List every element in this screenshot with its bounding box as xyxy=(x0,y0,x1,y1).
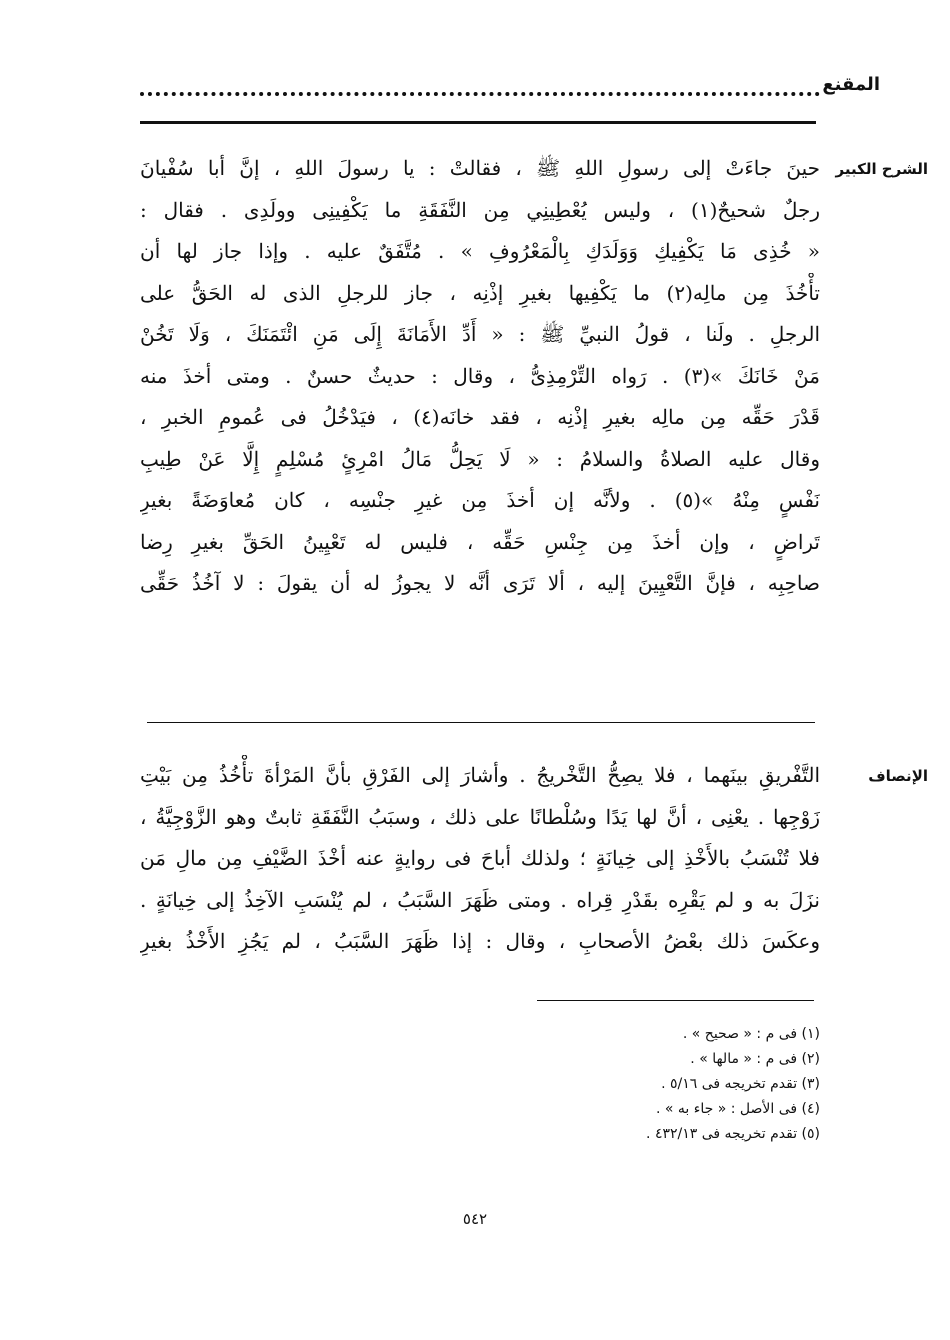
footnote: (٣) تقدم تخريجه فى ٥/١٦ . xyxy=(661,1076,820,1092)
side-label-insaf: الإنصاف xyxy=(868,767,928,785)
insaf-text-block xyxy=(140,755,820,963)
header-rule xyxy=(140,121,816,124)
text-line: فلا تُنْسَبُ بالأَخْذِ إلى خِيانَةٍ ؛ ولذلك أباحَ فى روايةٍ عنه أخْذَ الضَّيْفِ مِن مالِ مَن xyxy=(140,846,820,870)
footnotes xyxy=(420,1022,820,1147)
footnote: (١) فى م : « صحيح » . xyxy=(682,1026,820,1042)
footnote: (٢) فى م : « مالها » . xyxy=(690,1051,820,1067)
book-title: المقنع xyxy=(822,74,880,95)
text-line: وعكَسَ ذلك بعْضُ الأصحابِ ، وقال : إذا ظَهَرَ السَّبَبُ ، لم يَجُزِ الأَخْذُ بغيرِ xyxy=(140,929,820,953)
text-line: نزَلَ به و لم يَقْرِه بقَدْرِ قِراه . ومتى ظَهَرَ السَّبَبُ ، لم يُنْسَبِ الآخِذُ إلى خِيانَةٍ . xyxy=(140,887,820,912)
text-line: الرجلِ . ولَنا ، قولُ النبيِّ ﷺ : « أَدِّ الأَمَانَةَ إِلَى مَنِ ائْتَمَنَكَ ، وَلَا تَخُنْ xyxy=(140,322,820,346)
side-label-sharh-kabir: الشرح الكبير xyxy=(835,160,928,178)
text-line: حينَ جاءَتْ إلى رسولِ اللهِ ﷺ ، فقالتْ : يا رسولَ اللهِ ، إنَّ أبا سُفْيانَ xyxy=(140,156,820,180)
text-line: نَفْسٍ مِنْهُ »(٥) . ولأنَّه إن أخذَ مِن غيرِ جنْسِه ، كان مُعاوَضَةً بغيرِ xyxy=(140,488,820,512)
main-text-block xyxy=(140,148,820,605)
text-line: التَّفْريقِ بينَهما ، فلا يصِحُّ التَّخْريجُ . وأشارَ إلى الفَرْقِ بأنَّ المَرْأةَ تأْخُذُ مِن بَيْتِ xyxy=(140,763,820,787)
text-line: تَراضٍ ، وإن أخذَ مِن جِنْسِ حَقِّه ، فليس له تَعْيِينُ الحَقِّ بغيرِ رِضا xyxy=(140,529,820,554)
footnote: (٤) فى الأصل : « جاء به » . xyxy=(656,1101,820,1117)
footnote-divider xyxy=(537,1000,814,1001)
text-line: رجلٌ شحيحٌ(١) ، وليس يُعْطِينِي مِن النَّفَقَةِ ما يَكْفِينِى وولَدِى . فقال : xyxy=(140,197,820,222)
header-dotted-line xyxy=(140,92,820,96)
section-divider xyxy=(147,722,815,723)
text-line: زَوْجِها . يعْنِى ، أنَّ لها يَدًا وسُلْطانًا على ذلك ، وسبَبُ النَّفَقَةِ ثابتٌ وهو الزَّوْجِيَّةُ ، xyxy=(140,804,820,829)
text-line: صاحِبِه ، فإنَّ التَّعْيِينَ إليه ، ألا تَرَى أنَّه لا يجوزُ له أن يقولَ : لا آخُذُ حَقِّى xyxy=(140,571,820,595)
footnote: (٥) تقدم تخريجه فى ٤٣٢/١٣ . xyxy=(646,1126,820,1142)
text-line: مَنْ خَانَكَ »(٣) . رَواه التِّرْمِذِىُّ ، وقال : حديثٌ حسنٌ . ومتى أخذَ منه xyxy=(140,363,820,388)
page-number: ٥٤٢ xyxy=(462,1210,488,1228)
text-line: تأْخُذَ مِن مالِه(٢) ما يَكْفِيها بغيرِ إذْنِه ، جاز للرجلِ الذى له الحَقُّ على xyxy=(140,280,820,305)
text-line: قَدْرَ حَقِّه مِن مالِه بغيرِ إذْنِه ، فقد خانَه(٤) ، فيَدْخُلُ فى عُمومِ الخبرِ ، xyxy=(140,405,820,429)
text-line: « خُذِى مَا يَكْفِيكِ وَوَلَدَكِ بِالْمَعْرُوفِ » . مُتَّفَقٌ عليه . وإذا جاز لها أن xyxy=(140,239,820,263)
page-header xyxy=(140,72,880,112)
text-line: وقال عليه الصلاةُ والسلامُ : « لَا يَحِلُّ مَالُ امْرِئٍ مُسْلِمٍ إِلَّا عَنْ طِيبِ xyxy=(140,446,820,471)
